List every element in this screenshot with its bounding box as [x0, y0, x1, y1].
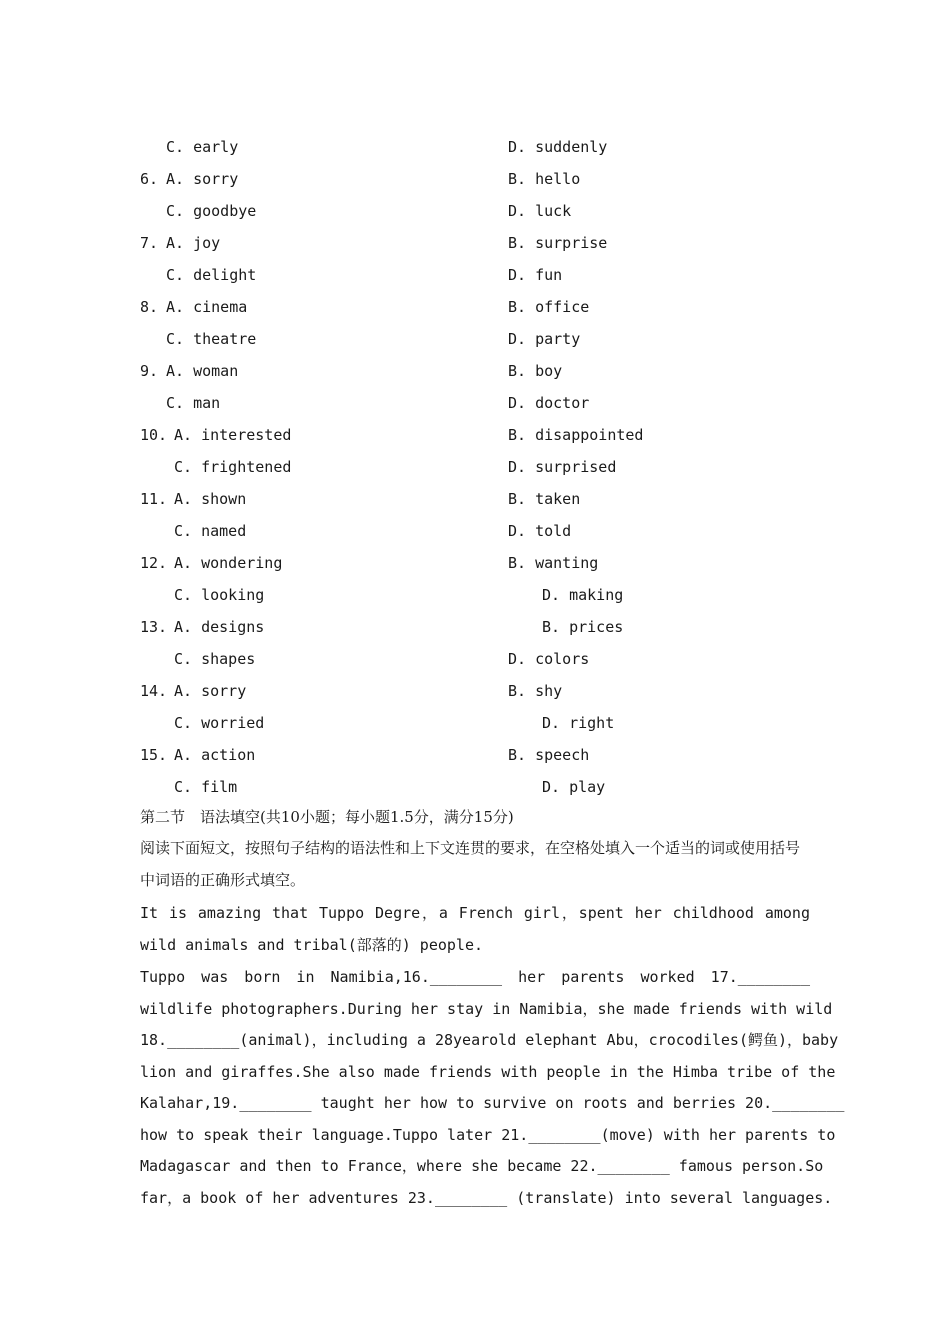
- question-14-row-ab: [0, 679, 950, 703]
- question-number: 7.: [140, 234, 159, 252]
- option-c: C. looking: [174, 586, 265, 604]
- question-10-row-cd: [0, 455, 950, 479]
- question-6-row-cd: [0, 199, 950, 223]
- option-a: A. woman: [166, 362, 239, 380]
- section-instruction: 阅读下面短文，按照句子结构的语法性和上下文连贯的要求，在空格处填入一个适当的词或使用括号中词语的正确形式填空。: [140, 839, 801, 889]
- question-number: 6.: [140, 170, 159, 188]
- question-7-row-cd: [0, 263, 950, 287]
- option-d: D. surprised: [508, 458, 617, 476]
- question-number: 8.: [140, 298, 159, 316]
- option-c: C. shapes: [174, 650, 256, 668]
- question-10-row-ab: [0, 423, 950, 447]
- question-15-row-ab: [0, 743, 950, 767]
- option-c: C. delight: [166, 266, 257, 284]
- question-number: 11.: [140, 490, 168, 508]
- option-a: A. sorry: [174, 682, 247, 700]
- option-b: B. prices: [542, 618, 624, 636]
- question-13-row-cd: [0, 647, 950, 671]
- option-b: B. office: [508, 298, 590, 316]
- passage-line: wild animals and tribal(部落的) people.: [140, 935, 484, 954]
- option-c: C. worried: [174, 714, 265, 732]
- passage-line: It is amazing that Tuppo Degre，a French girl，spent her childhood among: [140, 904, 810, 922]
- question-9-row-ab: [0, 359, 950, 383]
- passage-line: Kalahar,19.________ taught her how to survive on roots and berries 20.________: [140, 1094, 845, 1112]
- option-d: D. right: [542, 714, 615, 732]
- question-7-row-ab: [0, 231, 950, 255]
- question-number: 14.: [140, 682, 168, 700]
- question-row: [0, 135, 950, 159]
- question-11-row-cd: [0, 519, 950, 543]
- option-b: B. surprise: [508, 234, 608, 252]
- passage-line: Tuppo was born in Namibia,16.________ her parents worked 17.________: [140, 968, 810, 986]
- option-d: D. colors: [508, 650, 590, 668]
- option-d: D. doctor: [508, 394, 590, 412]
- option-c: C. named: [174, 522, 247, 540]
- question-number: 9.: [140, 362, 159, 380]
- question-14-row-cd: [0, 711, 950, 735]
- passage-line: how to speak their language.Tuppo later 21.________(move) with her parents to: [140, 1125, 836, 1144]
- option-b: B. disappointed: [508, 426, 644, 444]
- passage-line: 18.________(animal)，including a 28yearold elephant Abu，crocodiles(鳄鱼)，baby: [140, 1031, 839, 1049]
- option-a: A. cinema: [166, 298, 248, 316]
- option-c: C. early: [166, 138, 239, 156]
- question-12-row-cd: [0, 583, 950, 607]
- option-c: C. goodbye: [166, 202, 257, 220]
- option-c: C. man: [166, 394, 221, 412]
- question-15-row-cd: [0, 775, 950, 799]
- option-d: D. luck: [508, 202, 572, 220]
- question-11-row-ab: [0, 487, 950, 511]
- option-b: B. taken: [508, 490, 581, 508]
- question-number: 12.: [140, 554, 168, 572]
- option-a: A. joy: [166, 234, 221, 252]
- option-a: A. interested: [174, 426, 292, 444]
- option-d: D. suddenly: [508, 138, 608, 156]
- question-number: 13.: [140, 618, 168, 636]
- option-b: B. speech: [508, 746, 590, 764]
- option-a: A. wondering: [174, 554, 283, 572]
- option-b: B. hello: [508, 170, 581, 188]
- option-c: C. frightened: [174, 458, 292, 476]
- passage-paragraph-2: [140, 962, 845, 1214]
- question-8-row-ab: [0, 295, 950, 319]
- option-d: D. making: [542, 586, 624, 604]
- passage-line: far，a book of her adventures 23.________ (translate) into several languages.: [140, 1188, 833, 1207]
- option-a: A. sorry: [166, 170, 239, 188]
- passage-line: wildlife photographers.During her stay in Namibia，she made friends with wild: [140, 999, 833, 1018]
- option-d: D. party: [508, 330, 581, 348]
- question-9-row-cd: [0, 391, 950, 415]
- option-d: D. fun: [508, 266, 563, 284]
- option-b: B. boy: [508, 362, 563, 380]
- option-b: B. shy: [508, 682, 563, 700]
- passage-paragraph-1: [140, 898, 810, 961]
- passage-line: lion and giraffes.She also made friends with people in the Himba tribe of the: [140, 1062, 836, 1081]
- option-c: C. film: [174, 778, 238, 796]
- option-d: D. told: [508, 522, 572, 540]
- question-6-row-ab: [0, 167, 950, 191]
- question-12-row-ab: [0, 551, 950, 575]
- question-13-row-ab: [0, 615, 950, 639]
- option-a: A. designs: [174, 618, 265, 636]
- question-8-row-cd: [0, 327, 950, 351]
- option-b: B. wanting: [508, 554, 599, 572]
- option-a: A. shown: [174, 490, 247, 508]
- option-a: A. action: [174, 746, 256, 764]
- option-c: C. theatre: [166, 330, 257, 348]
- question-number: 10.: [140, 426, 168, 444]
- option-d: D. play: [542, 778, 606, 796]
- passage-line: Madagascar and then to France，where she became 22.________ famous person.So: [140, 1157, 824, 1175]
- question-number: 15.: [140, 746, 168, 764]
- section-heading: 第二节 语法填空(共10小题；每小题1.5分，满分15分): [140, 808, 514, 826]
